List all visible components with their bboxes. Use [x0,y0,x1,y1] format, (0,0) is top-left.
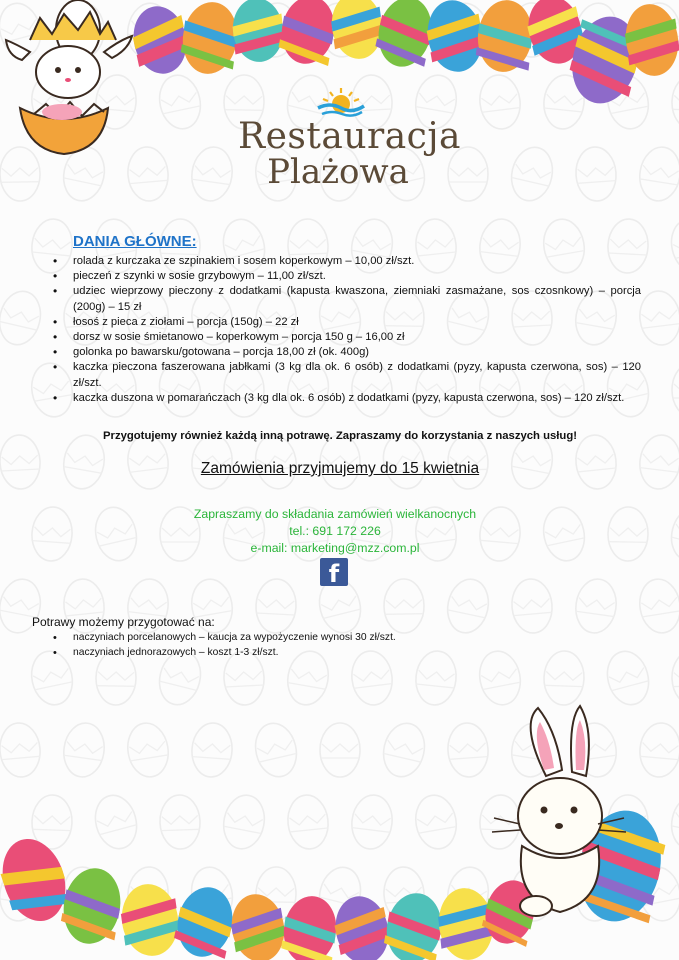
restaurant-logo [238,86,461,198]
list-item: • łosoś z pieca z ziołami – porcja (150g) – 22 zł [51,315,641,330]
custom-order-note: Przygotujemy również każdą inną potrawę. Zapraszamy do korzystania z naszych usług! [103,430,577,442]
list-item: • naczyniach jednorazowych – koszt 1-3 zł/szt. [51,646,551,661]
facebook-icon[interactable]: f [320,558,348,586]
order-invitation: Zapraszamy do składania zamówień wielkanocnych [193,507,477,521]
vessels-list [51,631,551,660]
list-item: • naczyniach porcelanowych – kaucja za wypożyczenie wynosi 30 zł/szt. [51,631,551,646]
section-title: DANIA GŁÓWNE: [73,233,197,250]
sun-waves-icon [316,86,366,118]
logo-text-line2: Plażowa [267,152,409,192]
logo-text-line1: Restauracja [238,116,461,157]
list-item: • kaczka duszona w pomarańczach (3 kg dla ok. 6 osób) z dodatkami (pyzy, kapusta czerwona, sos) – 120 zł/szt. [51,391,641,406]
vessels-intro: Potrawy możemy przygotować na: [32,615,215,629]
list-item: • dorsz w sosie śmietanowo – koperkowym – porcja 150 g – 16,00 zł [51,330,641,345]
order-deadline: Zamówienia przyjmujemy do 15 kwietnia [200,460,480,477]
main-dishes-list [51,254,641,406]
phone-number: tel.: 691 172 226 [289,524,381,538]
list-item: • kaczka pieczona faszerowana jabłkami (3 kg dla ok. 6 osób) z dodatkami (pyzy, kapusta czerwona, sos) – 120 zł/szt. [51,360,641,390]
list-item: • pieczeń z szynki w sosie grzybowym – 11,00 zł/szt. [51,269,641,284]
list-item: • udziec wieprzowy pieczony z dodatkami (kapusta kwaszona, ziemniaki zasmażane, sos czosnkowy) – porcja (200g) – 15 zł [51,284,641,314]
list-item: • golonka po bawarsku/gotowana – porcja 18,00 zł (ok. 400g) [51,345,641,360]
email-address[interactable]: e-mail: marketing@mzz.com.pl [250,541,420,555]
list-item: • rolada z kurczaka ze szpinakiem i sosem koperkowym – 10,00 zł/szt. [51,254,641,269]
